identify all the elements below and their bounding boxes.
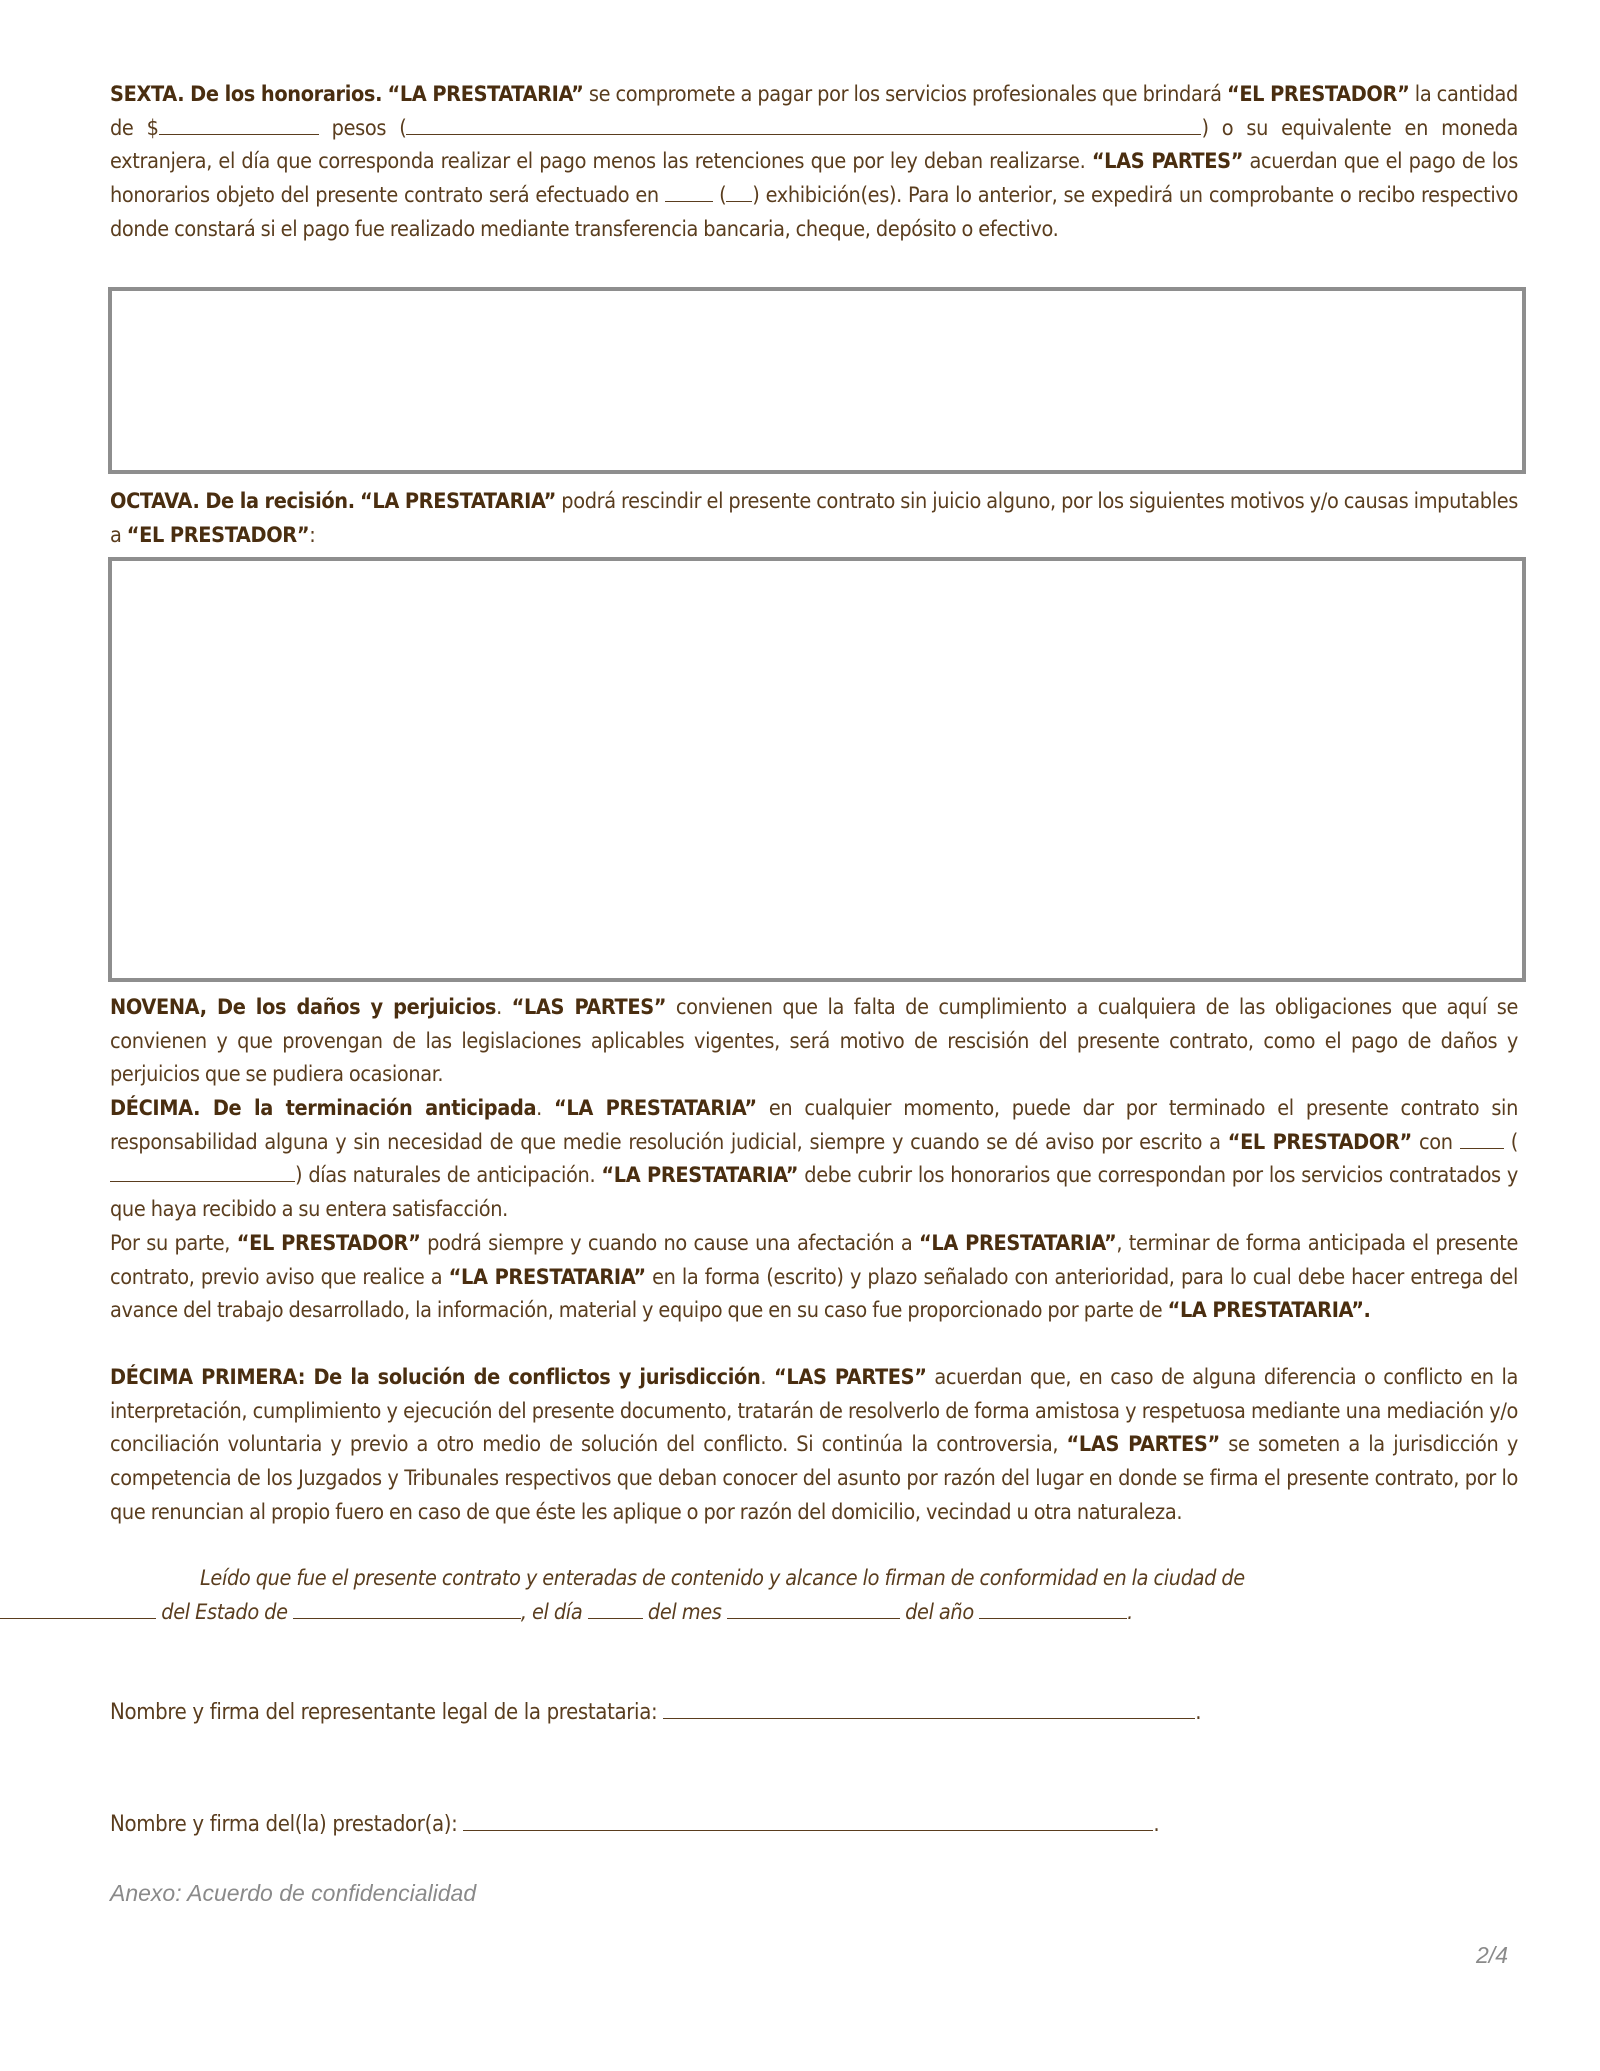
state-blank[interactable] xyxy=(293,1596,521,1619)
clause-text: ) exhibición(es). Para lo anterior, se expedirá un comprobante o recibo respectivo donde constará si el pago fue realizado mediante transferencia bancaria, cheque, depósito o efectivo. xyxy=(110,183,1519,242)
clause-text: ( xyxy=(1503,1129,1519,1155)
party-name: “LAS PARTES” xyxy=(511,995,667,1020)
clause-text: , terminar de forma anticipada el presente contrato, previo aviso que realice a xyxy=(110,1230,1518,1290)
closing-text: . xyxy=(1127,1599,1133,1625)
party-name: “LA PRESTATARIA” xyxy=(601,1163,799,1189)
signature-prestataria xyxy=(110,1696,1201,1725)
amount-words-blank[interactable] xyxy=(406,112,1201,135)
party-name: “LA PRESTATARIA” xyxy=(387,82,584,107)
party-name: “LA PRESTATARIA” xyxy=(448,1264,646,1290)
party-name: “EL PRESTADOR” xyxy=(1226,82,1410,107)
month-blank[interactable] xyxy=(727,1596,900,1619)
signature-label: Nombre y firma del representante legal de la prestataria: xyxy=(110,1700,664,1725)
party-name: “LAS PARTES” xyxy=(1066,1432,1220,1458)
closing-text: del mes xyxy=(642,1599,727,1625)
clause-text: ) xyxy=(1201,115,1209,141)
closing-text: del Estado de xyxy=(156,1599,293,1625)
clause-text: en cualquier momento, puede dar por terminado el presente contrato sin responsabilidad alguna y sin necesidad de que medie resolución judicial, siempre y cuando se dé aviso por escrito a xyxy=(110,1096,1518,1155)
clause-novena xyxy=(110,991,1518,1092)
clause-heading: SEXTA. De los honorarios. xyxy=(110,82,383,107)
clause-heading: DÉCIMA PRIMERA: De la solución de conflictos y jurisdicción xyxy=(110,1365,761,1390)
clause-text: acuerdan que el pago de los honorarios objeto del presente contrato será efectuado en xyxy=(110,149,1518,209)
day-blank[interactable] xyxy=(588,1596,643,1619)
clause-heading: NOVENA, De los daños y perjuicios xyxy=(110,995,497,1020)
clause-decima-primera xyxy=(110,1361,1518,1530)
closing-text: Leído que fue el presente contrato y enteradas de contenido y alcance lo firman de conformidad en la ciudad de xyxy=(200,1566,1245,1591)
signature-label: Nombre y firma del(la) prestador(a): xyxy=(110,1812,464,1837)
party-name: “LA PRESTATARIA” xyxy=(360,489,556,514)
party-name: “LAS PARTES” xyxy=(1091,149,1244,175)
year-blank[interactable] xyxy=(979,1596,1127,1619)
signature-prestataria-line[interactable] xyxy=(663,1696,1195,1719)
clause-text: Por su parte, xyxy=(110,1230,237,1256)
clause-text: ) días naturales de anticipación. xyxy=(295,1163,602,1189)
clause-heading: OCTAVA. De la recisión. xyxy=(110,489,355,514)
clause-decima xyxy=(110,1092,1518,1328)
clause-text: . xyxy=(496,995,512,1020)
signature-prestador xyxy=(110,1808,1159,1837)
clause-text: podrá rescindir el presente contrato sin juicio alguno, por los siguientes motivos y/o causas imputables a xyxy=(110,489,1519,548)
party-name: “LA PRESTATARIA”. xyxy=(1167,1298,1371,1324)
closing-statement xyxy=(110,1562,1518,1629)
notice-days-blank[interactable] xyxy=(1460,1126,1504,1149)
clause-text: se someten a la jurisdicción y competencia de los Juzgados y Tribunales respectivos que deban conocer del asunto por razón del lugar en donde se firma el presente contrato, por lo que renuncian al propio fuero en caso de que éste les aplique o por razón del domicilio, vecindad u otra naturaleza. xyxy=(110,1432,1518,1525)
party-name: “LA PRESTATARIA” xyxy=(554,1096,757,1121)
annex-note: Anexo: Acuerdo de confidencialidad xyxy=(110,1880,477,1906)
city-blank[interactable] xyxy=(0,1596,156,1619)
clause-text: se compromete a pagar por los servicios profesionales que brindará xyxy=(583,82,1227,107)
clause-text: . xyxy=(760,1365,774,1390)
clause-heading: DÉCIMA. De la terminación anticipada xyxy=(110,1096,537,1121)
closing-text: del año xyxy=(899,1599,980,1625)
page-number: 2/4 xyxy=(1476,1942,1508,1968)
installments-words-blank[interactable] xyxy=(726,180,752,203)
clause-text: pesos ( xyxy=(318,115,407,141)
party-name: “EL PRESTADOR” xyxy=(126,522,310,548)
clause-text: la cantidad de $ xyxy=(110,82,1518,141)
closing-text: , el día xyxy=(520,1599,588,1625)
installments-blank[interactable] xyxy=(665,180,713,203)
clause-text: debe cubrir los honorarios que correspondan por los servicios contratados y que haya recibido a su entera satisfacción. xyxy=(110,1163,1518,1223)
redacted-region xyxy=(108,287,1526,474)
signature-end: . xyxy=(1153,1812,1160,1837)
clause-sexta xyxy=(110,78,1518,247)
party-name: “EL PRESTADOR” xyxy=(1227,1129,1412,1155)
party-name: “LAS PARTES” xyxy=(773,1365,927,1390)
clause-text: convienen que la falta de cumplimiento a cualquiera de las obligaciones que aquí se convienen y que provengan de las legislaciones aplicables vigentes, será motivo de rescisión del presente contrato, como el pago de daños y perjuicios que se pudiera ocasionar. xyxy=(110,995,1518,1088)
signature-prestador-line[interactable] xyxy=(463,1808,1153,1831)
amount-blank[interactable] xyxy=(159,112,319,135)
clause-text: en la forma (escrito) y plazo señalado con anterioridad, para lo cual debe hacer entrega del avance del trabajo desarrollado, la información, material y equipo que en su caso fue proporcionado por parte de xyxy=(110,1264,1519,1324)
clause-text: acuerdan que, en caso de alguna diferencia o conflicto en la interpretación, cumplimiento y ejecución del presente documento, tratarán de resolverlo de forma amistosa y respetuosa mediante una mediación y/o conciliación voluntaria y previo a otro medio de solución del conflicto. Si continúa la controversia, xyxy=(110,1365,1518,1458)
clause-text: o su equivalente en moneda extranjera, el día que corresponda realizar el pago menos las retenciones que por ley deban realizarse. xyxy=(110,115,1518,175)
clause-octava xyxy=(110,485,1518,552)
party-name: “EL PRESTADOR” xyxy=(236,1230,421,1256)
clause-text: ( xyxy=(712,183,727,209)
clause-text: . xyxy=(536,1096,555,1121)
notice-days-words-blank[interactable] xyxy=(110,1160,295,1183)
clause-text: : xyxy=(309,522,316,548)
clause-text: con xyxy=(1411,1129,1460,1155)
redacted-region xyxy=(108,557,1526,982)
signature-end: . xyxy=(1195,1700,1202,1725)
party-name: “LA PRESTATARIA” xyxy=(919,1230,1117,1256)
clause-text: podrá siempre y cuando no cause una afectación a xyxy=(420,1230,920,1256)
